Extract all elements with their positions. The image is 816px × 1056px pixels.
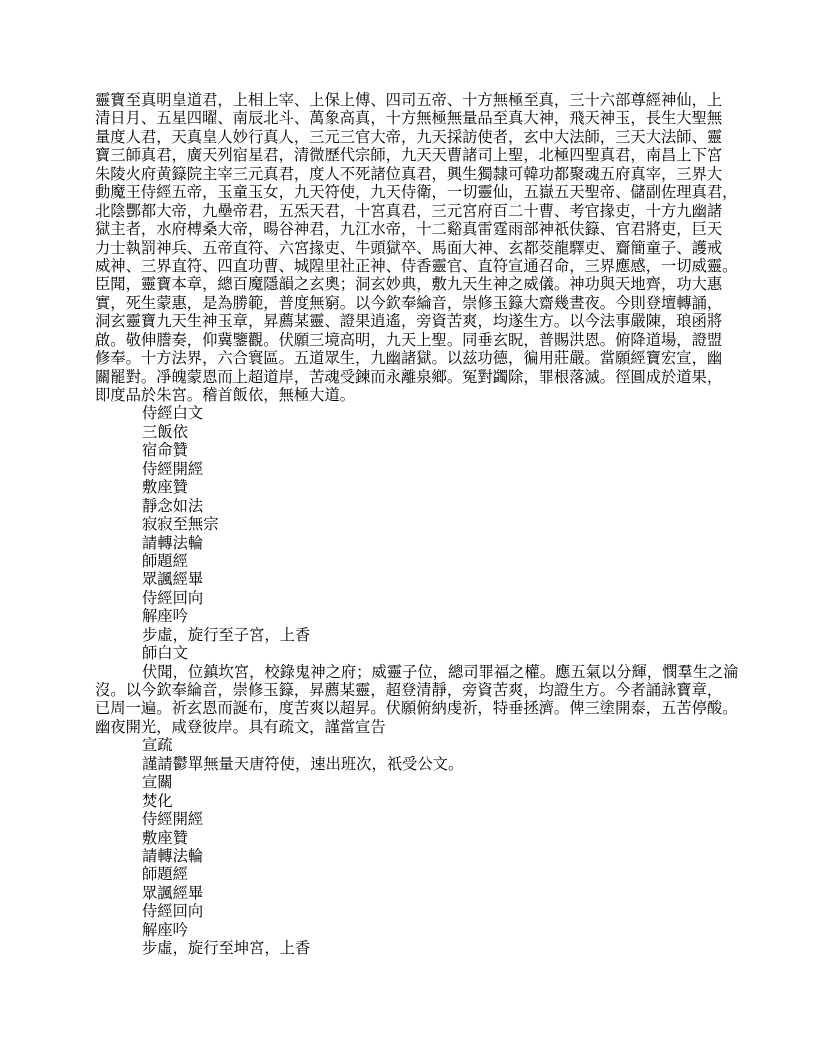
text-line: 靈寶至真明皇道君，上相上宰、上保上傅、四司五帝、十方無極至真，三十六部尊經神仙，上: [95, 92, 723, 109]
text-line: 臣聞，靈寶本章，總百魔隱韻之玄奧；洞玄妙典，敷九天生神之威儀。神功與天地齊，功大惠: [95, 276, 723, 294]
text-line: 寂寂至無宗: [142, 516, 219, 534]
text-line: 清日月、五星四曜、南辰北斗、萬象高真，十方無極無量品至真大神，飛天神玉，長生大聖無: [95, 110, 723, 128]
text-line: 威神、三界直符、四直功曹、城隍里社正神、侍香靈官、直符宣通召命，三界應感，一切威靈。: [95, 257, 738, 275]
text-line: 步虛，旋行至子宮，上香: [142, 626, 311, 644]
document-text-block: [95, 92, 739, 959]
text-line: 已周一遍。祈玄恩而誕布，度苦爽以超昇。伏願俯納虔祈，特垂拯濟。俾三塗開泰，五苦停酸。: [95, 700, 738, 718]
text-line: 修奉。十方法界，六合寰區。五道眾生，九幽諸獄。以兹功德，徧用莊嚴。當願經寶宏宣，幽: [95, 350, 723, 368]
text-line: 實，死生蒙惠，是為勝範，普度無窮。以今欽奉綸音，崇修玉籙大齋幾晝夜。今則登壇轉誦，: [95, 294, 723, 312]
text-line: 侍經開經: [142, 811, 204, 829]
text-line: 師題經: [142, 866, 188, 884]
text-line: 請轉法輪: [142, 534, 204, 552]
text-line: 獄主者，水府榑桑大帝，暘谷神君，九江水帝，十二谿真雷霆雨部神祇伕籙、官君將吏，巨天: [95, 221, 723, 239]
text-line: 沒。以今欽奉綸音，崇修玉籙，昇薦某靈，超登清靜，旁資苦爽，均證生方。今者誦詠寶章，: [95, 682, 723, 699]
text-line: 師題經: [142, 552, 188, 570]
text-line: 宿命贊: [142, 442, 188, 460]
text-line: 動魔王侍經五帝，玉童玉女，九天符使，九天侍衛，一切靈仙，五嶽五天聖帝、儲副佐理真君，: [95, 184, 738, 202]
text-line: 靜念如法: [142, 497, 204, 515]
text-line: 朱陵火府黄籙院主宰三元真君，度人不死諸位真君，興生獨隸可韓功都聚魂五府真宰，三界大: [95, 165, 723, 183]
text-line: 量度人君，天真皇人妙行真人，三元三官大帝，九天採訪使者，玄中大法師，三天大法師、靈: [95, 128, 723, 146]
text-line: 伏聞，位鎮坎宮，校錄鬼神之府；威靈子位，總司罪福之權。應五氣以分輝，憫羣生之淪: [142, 663, 739, 681]
text-line: 眾諷經畢: [142, 571, 204, 589]
text-line: 焚化: [142, 792, 173, 810]
text-line: 謹請鬱單無量天唐符使，速出班次，祇受公文。: [142, 755, 464, 773]
text-line: 宣關: [142, 774, 173, 792]
text-line: 眾諷經畢: [142, 884, 204, 902]
text-line: 三飯依: [142, 423, 188, 441]
text-line: 侍經白文: [142, 405, 204, 423]
text-line: 寶三師真君，廣天列宿星君，清微歷代宗師，九天天曹諸司上聖，北極四聖真君，南昌上下宮: [95, 147, 723, 165]
text-line: 洞玄靈寶九天生神玉章，昇薦某靈、證果逍遙，旁資苦爽，均遂生方。以今法事嚴陳，琅函將: [95, 313, 723, 331]
text-line: 即度品於朱宮。稽首飯依，無極大道。: [95, 387, 356, 404]
text-line: 力士執罰神兵、五帝直符、六宮掾吏、牛頭獄卒、馬面大神、玄都茭龍驛吏、齎簡童子、護戒: [95, 239, 723, 257]
text-line: 啟。敬伸謄奏，仰冀鑒觀。伏願三境高明，九天上聖。同垂玄眖，普賜洪恩。俯降道場，證盟: [95, 331, 723, 349]
text-line: 解座吟: [142, 921, 188, 939]
text-line: 關罷對。凈魄蒙恩而上超道岸，苦魂受鍊而永離泉鄉。冤對蠲除，罪根落滅。徑圓成於道果，: [95, 368, 723, 386]
text-line: 宣疏: [142, 737, 173, 755]
text-line: 請轉法輪: [142, 847, 204, 865]
text-line: 解座吟: [142, 608, 188, 626]
text-line: 侍經回向: [142, 903, 204, 921]
text-line: 敷座贊: [142, 829, 188, 847]
text-line: 敷座贊: [142, 479, 188, 497]
text-line: 侍經回向: [142, 589, 204, 607]
text-line: 侍經開經: [142, 460, 204, 478]
text-line: 幽夜開光，咸登彼岸。具有疏文，謹當宣告: [95, 718, 386, 736]
text-line: 步虛，旋行至坤宮，上香: [142, 940, 311, 958]
text-line: 北陰酆都大帝，九壘帝君，五炁天君，十宮真君，三元宮府百二十曹、考官掾吏，十方九幽諸: [95, 202, 723, 220]
text-line: 師白文: [142, 645, 188, 663]
